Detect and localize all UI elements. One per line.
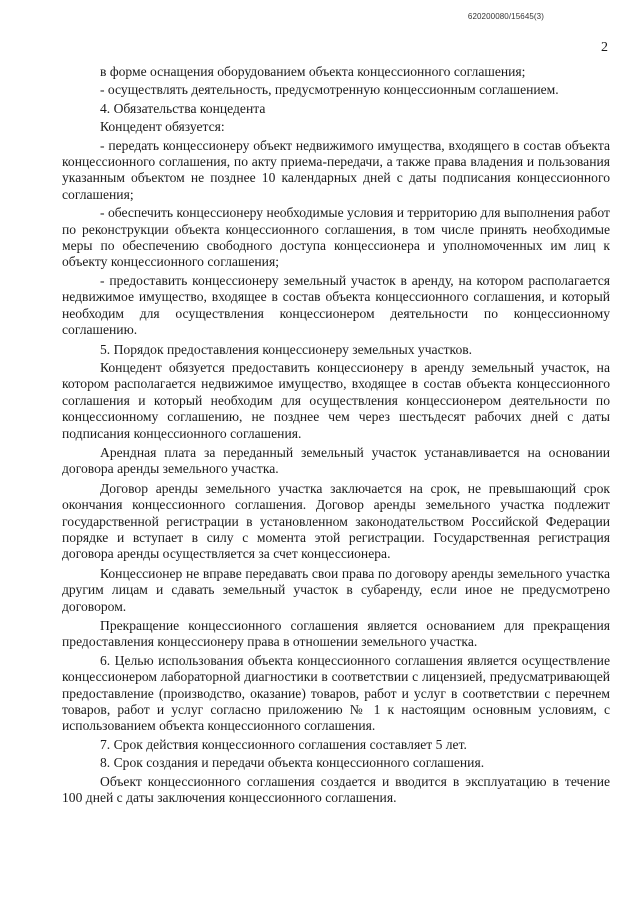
paragraph: - передать концессионеру объект недвижимого имущества, входящего в состав объекта концессионного соглашения, по акту приема-передачи, а также права владения и пользования указанным объектом не позднее 10 календарных дней с даты подписания концессионного соглашения; bbox=[62, 137, 610, 202]
paragraph: - предоставить концессионеру земельный участок в аренду, на котором располагается недвижимое имущество, входящее в состав объекта концессионного соглашения, и который необходим для осуществления концессионером деятельности по концессионному соглашению. bbox=[62, 272, 610, 338]
paragraph: - осуществлять деятельность, предусмотренную концессионным соглашением. bbox=[100, 82, 559, 98]
paragraph: в форме оснащения оборудованием объекта концессионного соглашения; bbox=[100, 64, 526, 79]
paragraph: Прекращение концессионного соглашения является основанием для прекращения предоставления концессионеру права в отношении земельного участка. bbox=[62, 618, 610, 650]
paragraph: Объект концессионного соглашения создается и вводится в эксплуатацию в течение 100 дней с даты заключения концессионного соглашения. bbox=[62, 773, 610, 806]
paragraph: Арендная плата за переданный земельный участок устанавливается на основании договора аренды земельного участка. bbox=[62, 444, 610, 477]
paragraph: Договор аренды земельного участка заключается на срок, не превышающий срок окончания концессионного соглашения. Договор аренды земельного участка подлежит государственной регистрации в установленном законодательством Российской Федерации порядке и вступает в силу с момента этой регистрации. Государственная регистрация договора аренды осуществляется за счет концессионера. bbox=[62, 480, 610, 562]
document-id: 620200080/15645(3) bbox=[467, 12, 544, 21]
section-heading: 7. Срок действия концессионного соглашения составляет 5 лет. bbox=[100, 736, 467, 752]
paragraph: Концедент обязуется: bbox=[100, 119, 225, 135]
paragraph: Концедент обязуется предоставить концессионеру в аренду земельный участок, на котором располагается недвижимое имущество, входящее в состав объекта концессионного соглашения и который необходим для осуществления концессионером деятельности по концессионному соглашению, не позднее чем через шестьдесят рабочих дней с даты подписания концессионного соглашения. bbox=[62, 359, 610, 441]
section-heading: 4. Обязательства концедента bbox=[100, 100, 266, 116]
paragraph: Концессионер не вправе передавать свои права по договору аренды земельного участка другим лицам и сдавать земельный участок в субаренду, если иное не предусмотрено договором. bbox=[62, 565, 610, 614]
section-heading: 6. Целью использования объекта концессионного соглашения является осуществление концессионером лабораторной диагностики в соответствии с лицензией, предусматривающей предоставление (производство, оказание) товаров, работ и услуг в соответствии с перечнем товаров, работ и услуг согласно приложению № 1 к настоящим основным условиям, с использованием объекта концессионного соглашения. bbox=[62, 652, 610, 734]
document-body bbox=[62, 64, 610, 808]
section-heading: 8. Срок создания и передачи объекта концессионного соглашения. bbox=[100, 755, 485, 771]
section-heading: 5. Порядок предоставления концессионеру земельных участков. bbox=[100, 341, 473, 357]
page-number: 2 bbox=[601, 40, 608, 55]
paragraph: - обеспечить концессионеру необходимые условия и территорию для выполнения работ по реконструкции объекта концессионного соглашения, в том числе принять необходимые меры по обеспечению свободного доступа концессионера и уполномоченных им лиц к объекту концессионного соглашения; bbox=[62, 205, 610, 270]
